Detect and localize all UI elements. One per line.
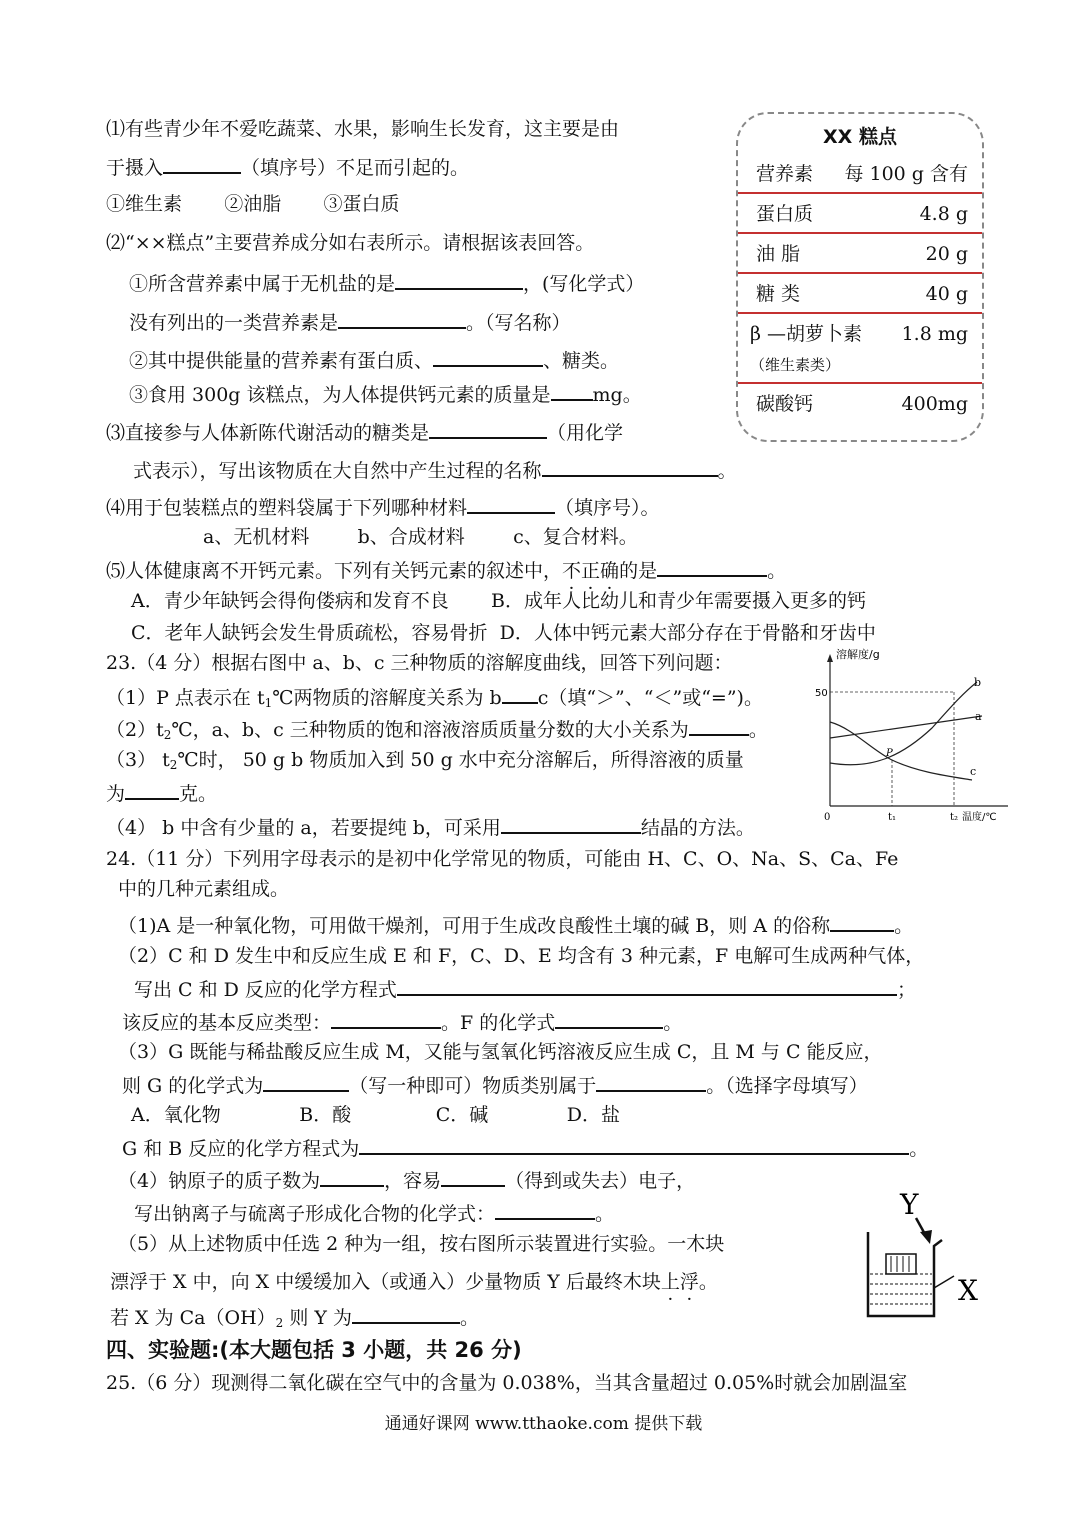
text: 。 <box>894 915 914 937</box>
text: （1)A 是一种氧化物，可用做干燥剂，可用于生成改良酸性土壤的碱 B，则 A 的俗称 <box>118 915 831 937</box>
x-axis-label: 温度/℃ <box>962 812 997 823</box>
t2-label: t₂ <box>950 812 959 823</box>
x-label: X <box>958 1274 978 1307</box>
y-tick-label: 50 <box>815 688 828 699</box>
origin-label: 0 <box>824 812 831 823</box>
y-label: Y <box>900 1188 919 1221</box>
section-heading: 四、实验题:(本大题包括 3 小题，共 26 分) <box>106 1338 522 1362</box>
nutrient-value: 1.8 mg <box>901 323 968 345</box>
subscript: 2 <box>275 1316 284 1330</box>
text: ℃时， 50 g b 物质加入到 50 g 水中充分溶解后，所得溶液的质量 <box>177 749 744 771</box>
text: ③食用 300g 该糕点，为人体提供钙元素的质量是 <box>129 384 551 406</box>
subscript: 2 <box>163 728 172 742</box>
q24-part4-formula <box>134 1200 614 1226</box>
text: 式表示），写出该物质在大自然中产生过程的名称 <box>133 460 542 482</box>
answer-blank[interactable] <box>555 1009 663 1029</box>
footer-source: 通通好课网 www.tthaoke.com 提供下载 <box>384 1414 703 1434</box>
text: 。 <box>663 1012 683 1034</box>
text: 。 <box>459 1307 479 1329</box>
text: ； <box>896 979 916 1001</box>
q22-part5 <box>106 557 786 583</box>
text: 写出钠离子与硫离子形成化合物的化学式： <box>134 1203 496 1225</box>
nutrient-name: 碳酸钙 <box>756 393 814 415</box>
text: 克。 <box>179 783 218 805</box>
q24-part5-line3 <box>110 1304 479 1335</box>
q22-part4 <box>106 494 660 520</box>
nutrition-table <box>736 112 984 442</box>
nutrient-name: 油 脂 <box>756 243 801 265</box>
curve-a-label: a <box>975 710 982 723</box>
text: 。 <box>698 1271 718 1293</box>
q24-part3: （3）G 既能与稀盐酸反应生成 M，又能与氢氧化钙溶液反应生成 C，且 M 与 C 能反应， <box>118 1041 883 1063</box>
text: 漂浮于 X 中，向 X 中缓缓加入（或通入）少量物质 Y 后最终木块 <box>110 1271 661 1293</box>
q24-part2-equation <box>134 976 916 1002</box>
nutrition-row <box>738 314 982 354</box>
t1-label: t₁ <box>888 812 897 823</box>
curve-b-label: b <box>974 676 982 689</box>
q24-part4 <box>118 1167 695 1193</box>
q22-part3-line1 <box>106 419 623 445</box>
emphasis-text: 上 <box>660 1271 680 1293</box>
text: （1）P 点表示在 t <box>106 687 265 709</box>
text: 该反应的基本反应类型： <box>122 1012 332 1034</box>
text: c（填“＞”、“＜”或“=”)。 <box>537 687 763 709</box>
answer-blank[interactable] <box>331 1009 441 1029</box>
text: ①所含营养素中属于无机盐的是 <box>129 273 396 295</box>
answer-blank[interactable] <box>441 1167 505 1187</box>
answer-blank[interactable] <box>433 347 543 367</box>
text: 则 Y 为 <box>283 1307 352 1329</box>
nutrition-row <box>738 274 982 314</box>
q23-part3b <box>106 780 217 806</box>
text: ℃两物质的溶解度关系为 b <box>272 687 502 709</box>
text: 于摄入 <box>106 157 164 179</box>
text: 则 G 的化学式为 <box>122 1075 264 1097</box>
q24-part3-equation <box>122 1135 928 1161</box>
text: （3） t <box>106 749 170 771</box>
q24-part1 <box>118 912 913 938</box>
nutrient-name: 糖 类 <box>756 283 801 305</box>
text: （写一种即可）物质类别属于 <box>349 1075 597 1097</box>
text: 。（写名称） <box>466 312 571 334</box>
text: （填序号）不足而引起的。 <box>241 157 470 179</box>
q22-options: ①维生素 ②油脂 ③蛋白质 <box>106 193 400 215</box>
answer-blank[interactable] <box>263 1072 349 1092</box>
text: ⑷用于包装糕点的塑料袋属于下列哪种材料 <box>106 497 468 519</box>
emphasis-text: 不 <box>562 560 582 582</box>
answer-blank[interactable] <box>467 494 555 514</box>
answer-blank[interactable] <box>657 557 767 577</box>
text: 的是 <box>619 560 658 582</box>
text: mg。 <box>592 384 642 406</box>
text: 为 <box>106 783 126 805</box>
emphasis-text: 确 <box>600 560 620 582</box>
subscript: 2 <box>169 758 178 772</box>
answer-blank[interactable] <box>502 684 538 704</box>
q23-part1 <box>106 684 763 715</box>
text: （填序号）。 <box>555 497 660 519</box>
q22-part2-intro: ⑵“××糕点”主要营养成分如右表所示。请根据该表回答。 <box>106 232 595 254</box>
nutrient-note: （维生素类） <box>750 356 841 374</box>
text: 结晶的方法。 <box>640 817 755 839</box>
nutrition-row <box>738 384 982 424</box>
text: G 和 B 反应的化学方程式为 <box>122 1138 360 1160</box>
q23-part4 <box>106 814 755 840</box>
q22-part5-option-cd: C．老年人缺钙会发生骨质疏松，容易骨折 D．人体中钙元素大部分存在于骨骼和牙齿中 <box>131 622 876 644</box>
nutrition-table-header <box>738 154 982 194</box>
answer-blank[interactable] <box>689 716 749 736</box>
text: （4）钠原子的质子数为 <box>118 1170 321 1192</box>
text: ，(写化学式） <box>523 273 645 295</box>
answer-blank[interactable] <box>395 270 523 290</box>
text: 。 <box>595 1203 615 1225</box>
text: （4） b 中含有少量的 a，若要提纯 b，可采用 <box>106 817 501 839</box>
nutrient-name: 蛋白质 <box>756 203 814 225</box>
q24-part2: （2）C 和 D 发生中和反应生成 E 和 F，C、D、E 均含有 3 种元素，F 电解可生成两种气体， <box>118 945 925 967</box>
text: ℃，a、b、c 三种物质的饱和溶液溶质质量分数的大小关系为 <box>171 719 689 741</box>
text: ⑶直接参与人体新陈代谢活动的糖类是 <box>106 422 430 444</box>
nutrient-value: 400mg <box>901 393 968 415</box>
text: 。 <box>909 1138 929 1160</box>
answer-blank[interactable] <box>551 381 593 401</box>
q22-part2-1b <box>129 309 571 335</box>
text: 、糖类。 <box>543 350 620 372</box>
curve-b <box>830 682 977 765</box>
curve-c-label: c <box>970 765 977 778</box>
x-pointer <box>934 1276 954 1288</box>
answer-blank[interactable] <box>352 1304 460 1324</box>
y-axis-label: 溶解度/g <box>836 648 880 661</box>
answer-blank[interactable] <box>495 1200 595 1220</box>
q23-part2 <box>106 716 768 747</box>
text: 写出 C 和 D 反应的化学方程式 <box>134 979 397 1001</box>
q22-part1-line2 <box>106 154 469 180</box>
q22-part3-line2 <box>133 457 737 483</box>
answer-blank[interactable] <box>501 814 641 834</box>
y-axis-arrow <box>827 654 833 662</box>
arrowhead <box>920 1230 932 1244</box>
point-p-label: P <box>886 748 893 759</box>
nutrient-value: 40 g <box>925 283 968 305</box>
answer-blank[interactable] <box>830 912 894 932</box>
nutrient-value: 4.8 g <box>919 203 968 225</box>
text: ，容易 <box>384 1170 442 1192</box>
beaker-apparatus-diagram <box>858 1188 988 1323</box>
text: 。 <box>767 560 787 582</box>
q24-part3-options: A．氧化物 B．酸 C．碱 D．盐 <box>131 1104 621 1126</box>
q24-part3-formula <box>122 1072 868 1098</box>
text: （得到或失去）电子， <box>505 1170 696 1192</box>
text: 。 <box>748 719 768 741</box>
q22-part2-2 <box>129 347 619 373</box>
text: ②其中提供能量的营养素有蛋白质、 <box>129 350 434 372</box>
q22-part2-1 <box>129 270 644 296</box>
answer-blank[interactable] <box>359 1135 909 1155</box>
q24-stem-2: 中的几种元素组成。 <box>118 878 290 900</box>
subscript: 1 <box>264 696 273 710</box>
header-amount: 每 100 g 含有 <box>844 163 968 185</box>
q22-part2-3 <box>129 381 642 407</box>
q22-part1-line1: ⑴有些青少年不爱吃蔬菜、水果，影响生长发育，这主要是由 <box>106 118 620 140</box>
answer-blank[interactable] <box>163 154 241 174</box>
q24-part5: （5）从上述物质中任选 2 种为一组，按右图所示装置进行实验。一木块 <box>118 1233 725 1255</box>
q22-part5-option-ab: A．青少年缺钙会得佝偻病和发育不良 B．成年人比幼儿和青少年需要摄入更多的钙 <box>131 590 866 612</box>
answer-blank[interactable] <box>542 457 718 477</box>
text: 。 <box>717 460 737 482</box>
q22-part4-options: a、无机材料 b、合成材料 c、复合材料。 <box>203 526 638 548</box>
text: 没有列出的一类营养素是 <box>129 312 339 334</box>
text: 。F 的化学式 <box>441 1012 556 1034</box>
q24-part5-line2 <box>110 1270 718 1294</box>
text: （2）t <box>106 719 164 741</box>
nutrient-value: 20 g <box>925 243 968 265</box>
answer-blank[interactable] <box>125 780 179 800</box>
answer-blank[interactable] <box>397 976 897 996</box>
emphasis-text: 正 <box>581 560 601 582</box>
nutrition-row <box>738 194 982 234</box>
curve-a <box>830 716 982 738</box>
text: ⑸人体健康离不开钙元素。下列有关钙元素的叙述中， <box>106 560 563 582</box>
q23-part3 <box>106 748 744 777</box>
q24-part2-type <box>122 1009 682 1035</box>
q24-stem: 24.（11 分）下列用字母表示的是初中化学常见的物质，可能由 H、C、O、Na、S、Ca、Fe <box>106 848 899 870</box>
emphasis-text: 浮 <box>679 1271 699 1293</box>
text: 若 X 为 Ca（OH） <box>110 1307 276 1329</box>
q23-stem: 23.（4 分）根据右图中 a、b、c 三种物质的溶解度曲线，回答下列问题： <box>106 652 733 674</box>
answer-blank[interactable] <box>596 1072 706 1092</box>
q25-stem: 25.（6 分）现测得二氧化碳在空气中的含量为 0.038%，当其含量超过 0.05%时就会加剧温室 <box>106 1372 908 1394</box>
text: （用化学 <box>547 422 624 444</box>
answer-blank[interactable] <box>429 419 547 439</box>
solubility-curve-chart <box>812 646 1012 826</box>
nutrition-table-title: XX 糕点 <box>823 126 897 148</box>
header-nutrient: 营养素 <box>756 163 814 185</box>
answer-blank[interactable] <box>320 1167 384 1187</box>
text: 。（选择字母填写） <box>706 1075 868 1097</box>
answer-blank[interactable] <box>338 309 466 329</box>
nutrient-name: β —胡萝卜素 <box>750 323 863 345</box>
nutrition-row <box>738 234 982 274</box>
